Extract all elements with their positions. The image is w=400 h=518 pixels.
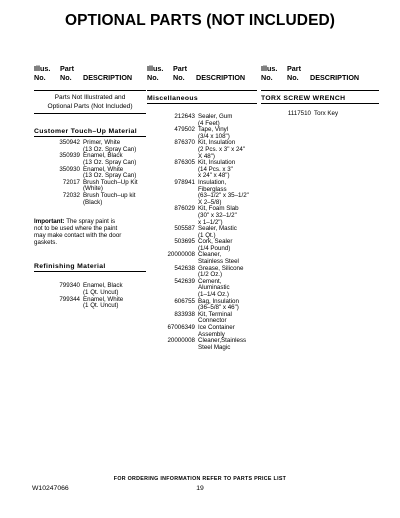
list-item: 542639 Cement, Aluminastic (1–1/4 Oz.) bbox=[174, 277, 230, 299]
column-1 bbox=[34, 64, 146, 310]
column-header bbox=[261, 64, 379, 91]
refinishing-list bbox=[34, 283, 146, 309]
miscellaneous-list bbox=[147, 114, 257, 351]
torx-list bbox=[261, 111, 379, 118]
section-title-torx-wrench: TORX SCREW WRENCH bbox=[261, 95, 379, 104]
section-title-miscellaneous: Miscellaneous bbox=[147, 95, 257, 104]
list-item: 503695 Cork, Sealer (1/4 Pound) bbox=[174, 238, 233, 252]
list-item: 833938 Kit, Terminal Connector bbox=[174, 310, 232, 325]
touch-up-list bbox=[34, 140, 146, 206]
page-number: 19 bbox=[196, 485, 204, 492]
list-item: 350939 Enamel, Black (13 Oz. Spray Can) bbox=[59, 152, 137, 166]
column-header bbox=[147, 64, 257, 91]
part-label: Part bbox=[287, 64, 301, 73]
list-item: 72017 Brush Touch–Up Kit (White) bbox=[62, 178, 138, 193]
list-item: 978941 Insulation, Fiberglass (63–1/2" x 35–1/2" X 2–5/8) bbox=[174, 178, 249, 206]
part-label: Part bbox=[173, 64, 187, 73]
list-item: 505587 Sealer, Mastic (1 Qt.) bbox=[174, 225, 237, 239]
list-item: 542638 Grease, Silicone (1/2 Oz.) bbox=[174, 264, 244, 279]
description-label: DESCRIPTION bbox=[196, 72, 246, 82]
list-item: 20000008 Cleaner,Stainless Steel Magic bbox=[167, 337, 247, 351]
list-item: 350942 Primer, White (13 Oz. Spray Can) bbox=[59, 139, 137, 153]
not-illustrated-note: Parts Not Illustrated and Optional Parts (Not Included) bbox=[34, 91, 146, 114]
list-item: 799344 Enamel, White (1 Qt. Uncut) bbox=[59, 295, 124, 310]
part-label: Part bbox=[60, 64, 74, 73]
part-no-label: No. bbox=[60, 72, 72, 82]
page-title: OPTIONAL PARTS (NOT INCLUDED) bbox=[64, 12, 336, 29]
section-title-refinishing: Refinishing Material bbox=[34, 263, 146, 272]
description-label: DESCRIPTION bbox=[83, 72, 133, 82]
illus-label: Illus. bbox=[34, 64, 51, 73]
description-label: DESCRIPTION bbox=[310, 72, 360, 82]
list-item: 876029 Kit, Foam Slab (30" x 32–1/2" x 1–1/2") bbox=[174, 205, 239, 226]
list-item: 479502 Tape, Vinyl (3/4 x 108") bbox=[174, 126, 230, 140]
list-item: 606755 Bag, Insulation (36–5/8" x 46") bbox=[174, 297, 239, 312]
list-item: 876370 Kit, Insulation (2 Pcs. x 3" x 24" X 48") bbox=[174, 139, 246, 160]
ordering-info-note: FOR ORDERING INFORMATION REFER TO PARTS PRICE LIST bbox=[113, 476, 287, 482]
illus-no-label: No. bbox=[147, 72, 159, 82]
section-title-touch-up: Customer Touch–Up Material bbox=[34, 128, 146, 137]
column-header bbox=[34, 64, 146, 91]
important-note: Important: The spray paint is not to be used where the paint may make contact with the door gaskets. bbox=[34, 218, 122, 246]
document-number: W10247066 bbox=[32, 485, 69, 492]
list-item: 876305 Kit, Insulation (14 Pcs. x 3" x 24" x 48") bbox=[174, 159, 236, 180]
list-item: 1117510 Torx Key bbox=[287, 110, 339, 117]
part-no-label: No. bbox=[287, 72, 299, 82]
illus-label: Illus. bbox=[261, 64, 278, 73]
illus-no-label: No. bbox=[261, 72, 273, 82]
list-item: 350930 Enamel, White (13 Oz. Spray Can) bbox=[59, 165, 137, 180]
list-item: 67006349 Ice Container Assembly bbox=[167, 324, 235, 338]
illus-no-label: No. bbox=[34, 72, 46, 82]
column-2 bbox=[147, 64, 257, 351]
list-item: 20000008 Cleaner, Stainless Steel bbox=[167, 251, 239, 266]
illus-label: Illus. bbox=[147, 64, 164, 73]
list-item: 72032 Brush Touch–up kit (Black) bbox=[62, 191, 136, 206]
list-item: 799340 Enamel, Black (1 Qt. Uncut) bbox=[59, 282, 123, 296]
column-3 bbox=[261, 64, 379, 118]
list-item: 212643 Sealer, Gum (4 Feet) bbox=[174, 113, 233, 127]
part-no-label: No. bbox=[173, 72, 185, 82]
